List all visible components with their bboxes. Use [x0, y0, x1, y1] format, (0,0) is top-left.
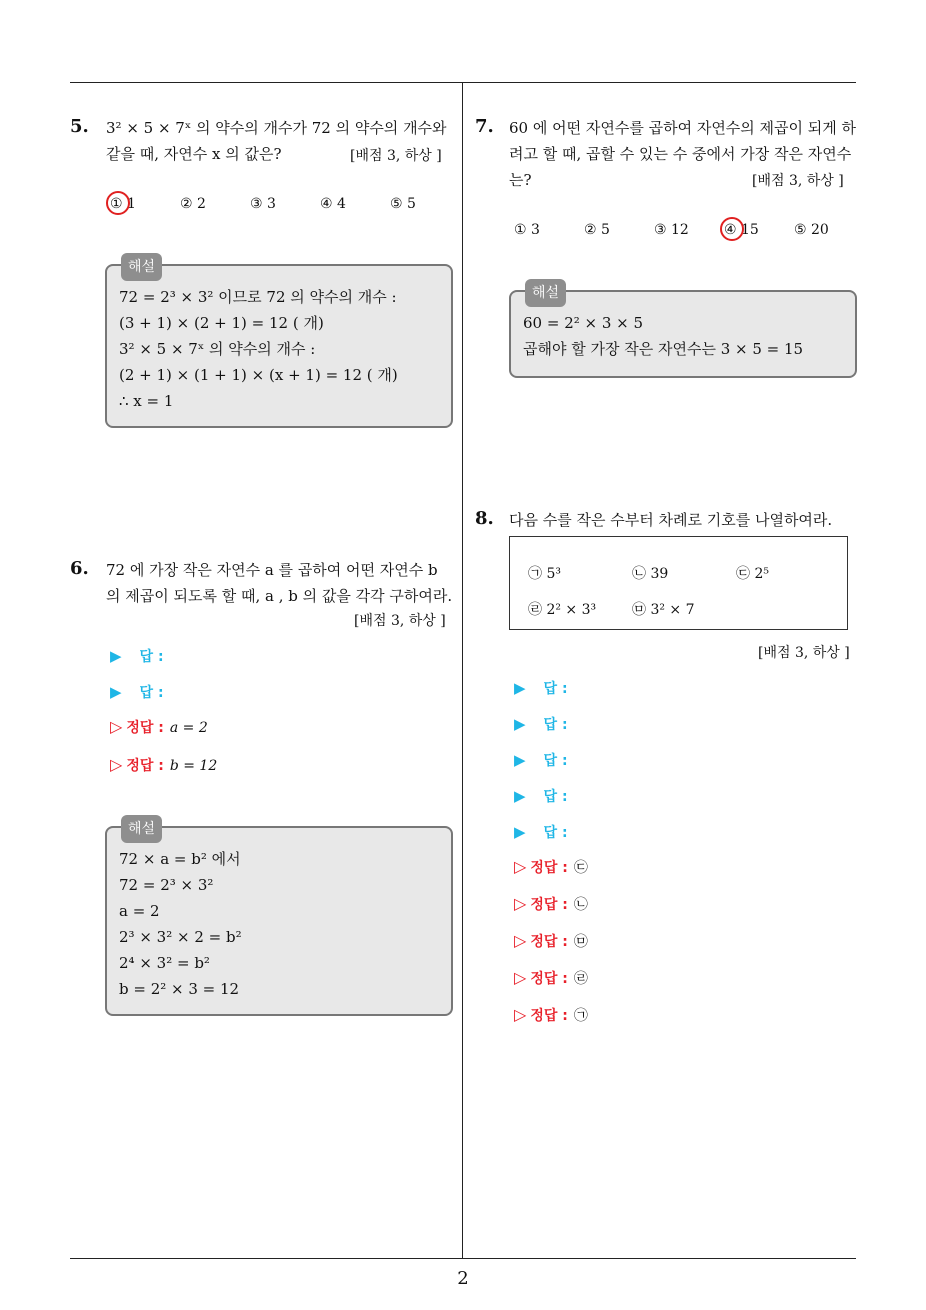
column-divider [462, 83, 463, 1259]
q6-correct-2: ▷ 정답 : b = 12 [110, 755, 218, 774]
play-triangle-icon: ▶ [514, 679, 526, 697]
q5-choice-2[interactable]: ② 2 [180, 196, 206, 212]
answer-mark-icon [720, 217, 744, 241]
q8-correct-3: ▷ 정답 : ㉤ [514, 931, 588, 950]
q5-line2: 같을 때, 자연수 x 의 값은? [106, 145, 282, 163]
q8-correct-2: ▷ 정답 : ㉡ [514, 894, 588, 913]
outline-triangle-icon: ▷ [514, 931, 527, 950]
q6-number: 6. [70, 558, 89, 579]
q7-choice-1[interactable]: ① 3 [514, 222, 540, 238]
q6-explain-line: 72 × a = b² 에서 [119, 850, 241, 868]
q8-correct-5: ▷ 정답 : ㉠ [514, 1005, 588, 1024]
outline-triangle-icon: ▷ [110, 717, 123, 736]
q6-answer-1[interactable]: ▶ 답 : [110, 647, 164, 665]
q5-line1: 3² × 5 × 7ˣ 의 약수의 개수가 72 의 약수의 개수와 [106, 119, 447, 137]
play-triangle-icon: ▶ [514, 751, 526, 769]
q5-explain-line: (2 + 1) × (1 + 1) × (x + 1) = 12 ( 개) [119, 366, 398, 384]
play-triangle-icon: ▶ [514, 787, 526, 805]
q8-answer-4[interactable]: ▶ 답 : [514, 787, 568, 805]
q5-choice-4[interactable]: ④ 4 [320, 196, 346, 212]
q5-explain-line: ∴ x = 1 [119, 392, 174, 410]
play-triangle-icon: ▶ [514, 715, 526, 733]
q5-choices [110, 196, 430, 212]
q8-correct-4: ▷ 정답 : ㉣ [514, 968, 588, 987]
q6-explain-line: 2⁴ × 3² = b² [119, 954, 210, 972]
q7-choice-5[interactable]: ⑤ 20 [794, 222, 829, 238]
q8-answer-5[interactable]: ▶ 답 : [514, 823, 568, 841]
q8-item: ㉢ 2⁵ [736, 566, 769, 582]
q7-number: 7. [475, 116, 494, 137]
top-rule [70, 82, 856, 83]
q6-answer-2[interactable]: ▶ 답 : [110, 683, 164, 701]
q5-number: 5. [70, 116, 89, 137]
explanation-tag: 해설 [525, 279, 566, 307]
q5-choice-3[interactable]: ③ 3 [250, 196, 276, 212]
q7-choices [514, 222, 834, 238]
q5-explain-line: (3 + 1) × (2 + 1) = 12 ( 개) [119, 314, 324, 332]
bottom-rule [70, 1258, 856, 1259]
q8-score: [배점 3, 하상 ] [758, 645, 850, 661]
outline-triangle-icon: ▷ [514, 968, 527, 987]
q5-explain-line: 3² × 5 × 7ˣ 의 약수의 개수 : [119, 340, 316, 358]
q5-score: [배점 3, 하상 ] [350, 148, 442, 164]
q7-choice-3[interactable]: ③ 12 [654, 222, 689, 238]
q8-item: ㉣ 2² × 3³ [528, 602, 597, 618]
q7-explanation [509, 285, 857, 378]
q7-line1: 60 에 어떤 자연수를 곱하여 자연수의 제곱이 되게 하 [509, 119, 857, 137]
q6-line2: 의 제곱이 되도록 할 때, a , b 의 값을 각각 구하여라. [106, 587, 453, 605]
outline-triangle-icon: ▷ [514, 1005, 527, 1024]
play-triangle-icon: ▶ [110, 647, 122, 665]
q5-explanation [105, 259, 453, 428]
q8-line1: 다음 수를 작은 수부터 차례로 기호를 나열하여라. [509, 511, 833, 529]
q7-line2: 려고 할 때, 곱할 수 있는 수 중에서 가장 작은 자연수 [509, 145, 852, 163]
explanation-tag: 해설 [121, 253, 162, 281]
outline-triangle-icon: ▷ [514, 894, 527, 913]
q8-items-box [509, 536, 848, 630]
q6-correct-1: ▷ 정답 : a = 2 [110, 717, 208, 736]
play-triangle-icon: ▶ [514, 823, 526, 841]
q7-line3: 는? [509, 171, 532, 189]
q5-choice-5[interactable]: ⑤ 5 [390, 196, 416, 212]
q7-explain-line: 곱해야 할 가장 작은 자연수는 3 × 5 = 15 [523, 340, 804, 358]
explanation-tag: 해설 [121, 815, 162, 843]
play-triangle-icon: ▶ [110, 683, 122, 701]
page-number: 2 [457, 1268, 469, 1289]
outline-triangle-icon: ▷ [110, 755, 123, 774]
q7-score: [배점 3, 하상 ] [752, 173, 844, 189]
q5-explain-line: 72 = 2³ × 3² 이므로 72 의 약수의 개수 : [119, 288, 397, 306]
q8-item: ㉡ 39 [632, 566, 669, 582]
answer-mark-icon [106, 191, 130, 215]
q6-score: [배점 3, 하상 ] [354, 613, 446, 629]
q8-answer-2[interactable]: ▶ 답 : [514, 715, 568, 733]
q6-explanation [105, 821, 453, 1016]
q7-choice-2[interactable]: ② 5 [584, 222, 610, 238]
q6-text [106, 557, 456, 609]
q7-choice-4[interactable]: ④ 15 [724, 222, 794, 238]
q8-item: ㉤ 3² × 7 [632, 602, 695, 618]
q6-line1: 72 에 가장 작은 자연수 a 를 곱하여 어떤 자연수 b [106, 561, 438, 579]
q6-explain-line: b = 2² × 3 = 12 [119, 980, 240, 998]
q8-item: ㉠ 5³ [528, 566, 561, 582]
q8-number: 8. [475, 508, 494, 529]
q7-explain-line: 60 = 2² × 3 × 5 [523, 314, 644, 332]
q5-choice-1[interactable]: ① 1 [110, 196, 180, 212]
q6-explain-line: 2³ × 3² × 2 = b² [119, 928, 242, 946]
q8-answer-1[interactable]: ▶ 답 : [514, 679, 568, 697]
q6-explain-line: 72 = 2³ × 3² [119, 876, 214, 894]
q8-answer-3[interactable]: ▶ 답 : [514, 751, 568, 769]
q6-explain-line: a = 2 [119, 902, 160, 920]
outline-triangle-icon: ▷ [514, 857, 527, 876]
q8-correct-1: ▷ 정답 : ㉢ [514, 857, 588, 876]
